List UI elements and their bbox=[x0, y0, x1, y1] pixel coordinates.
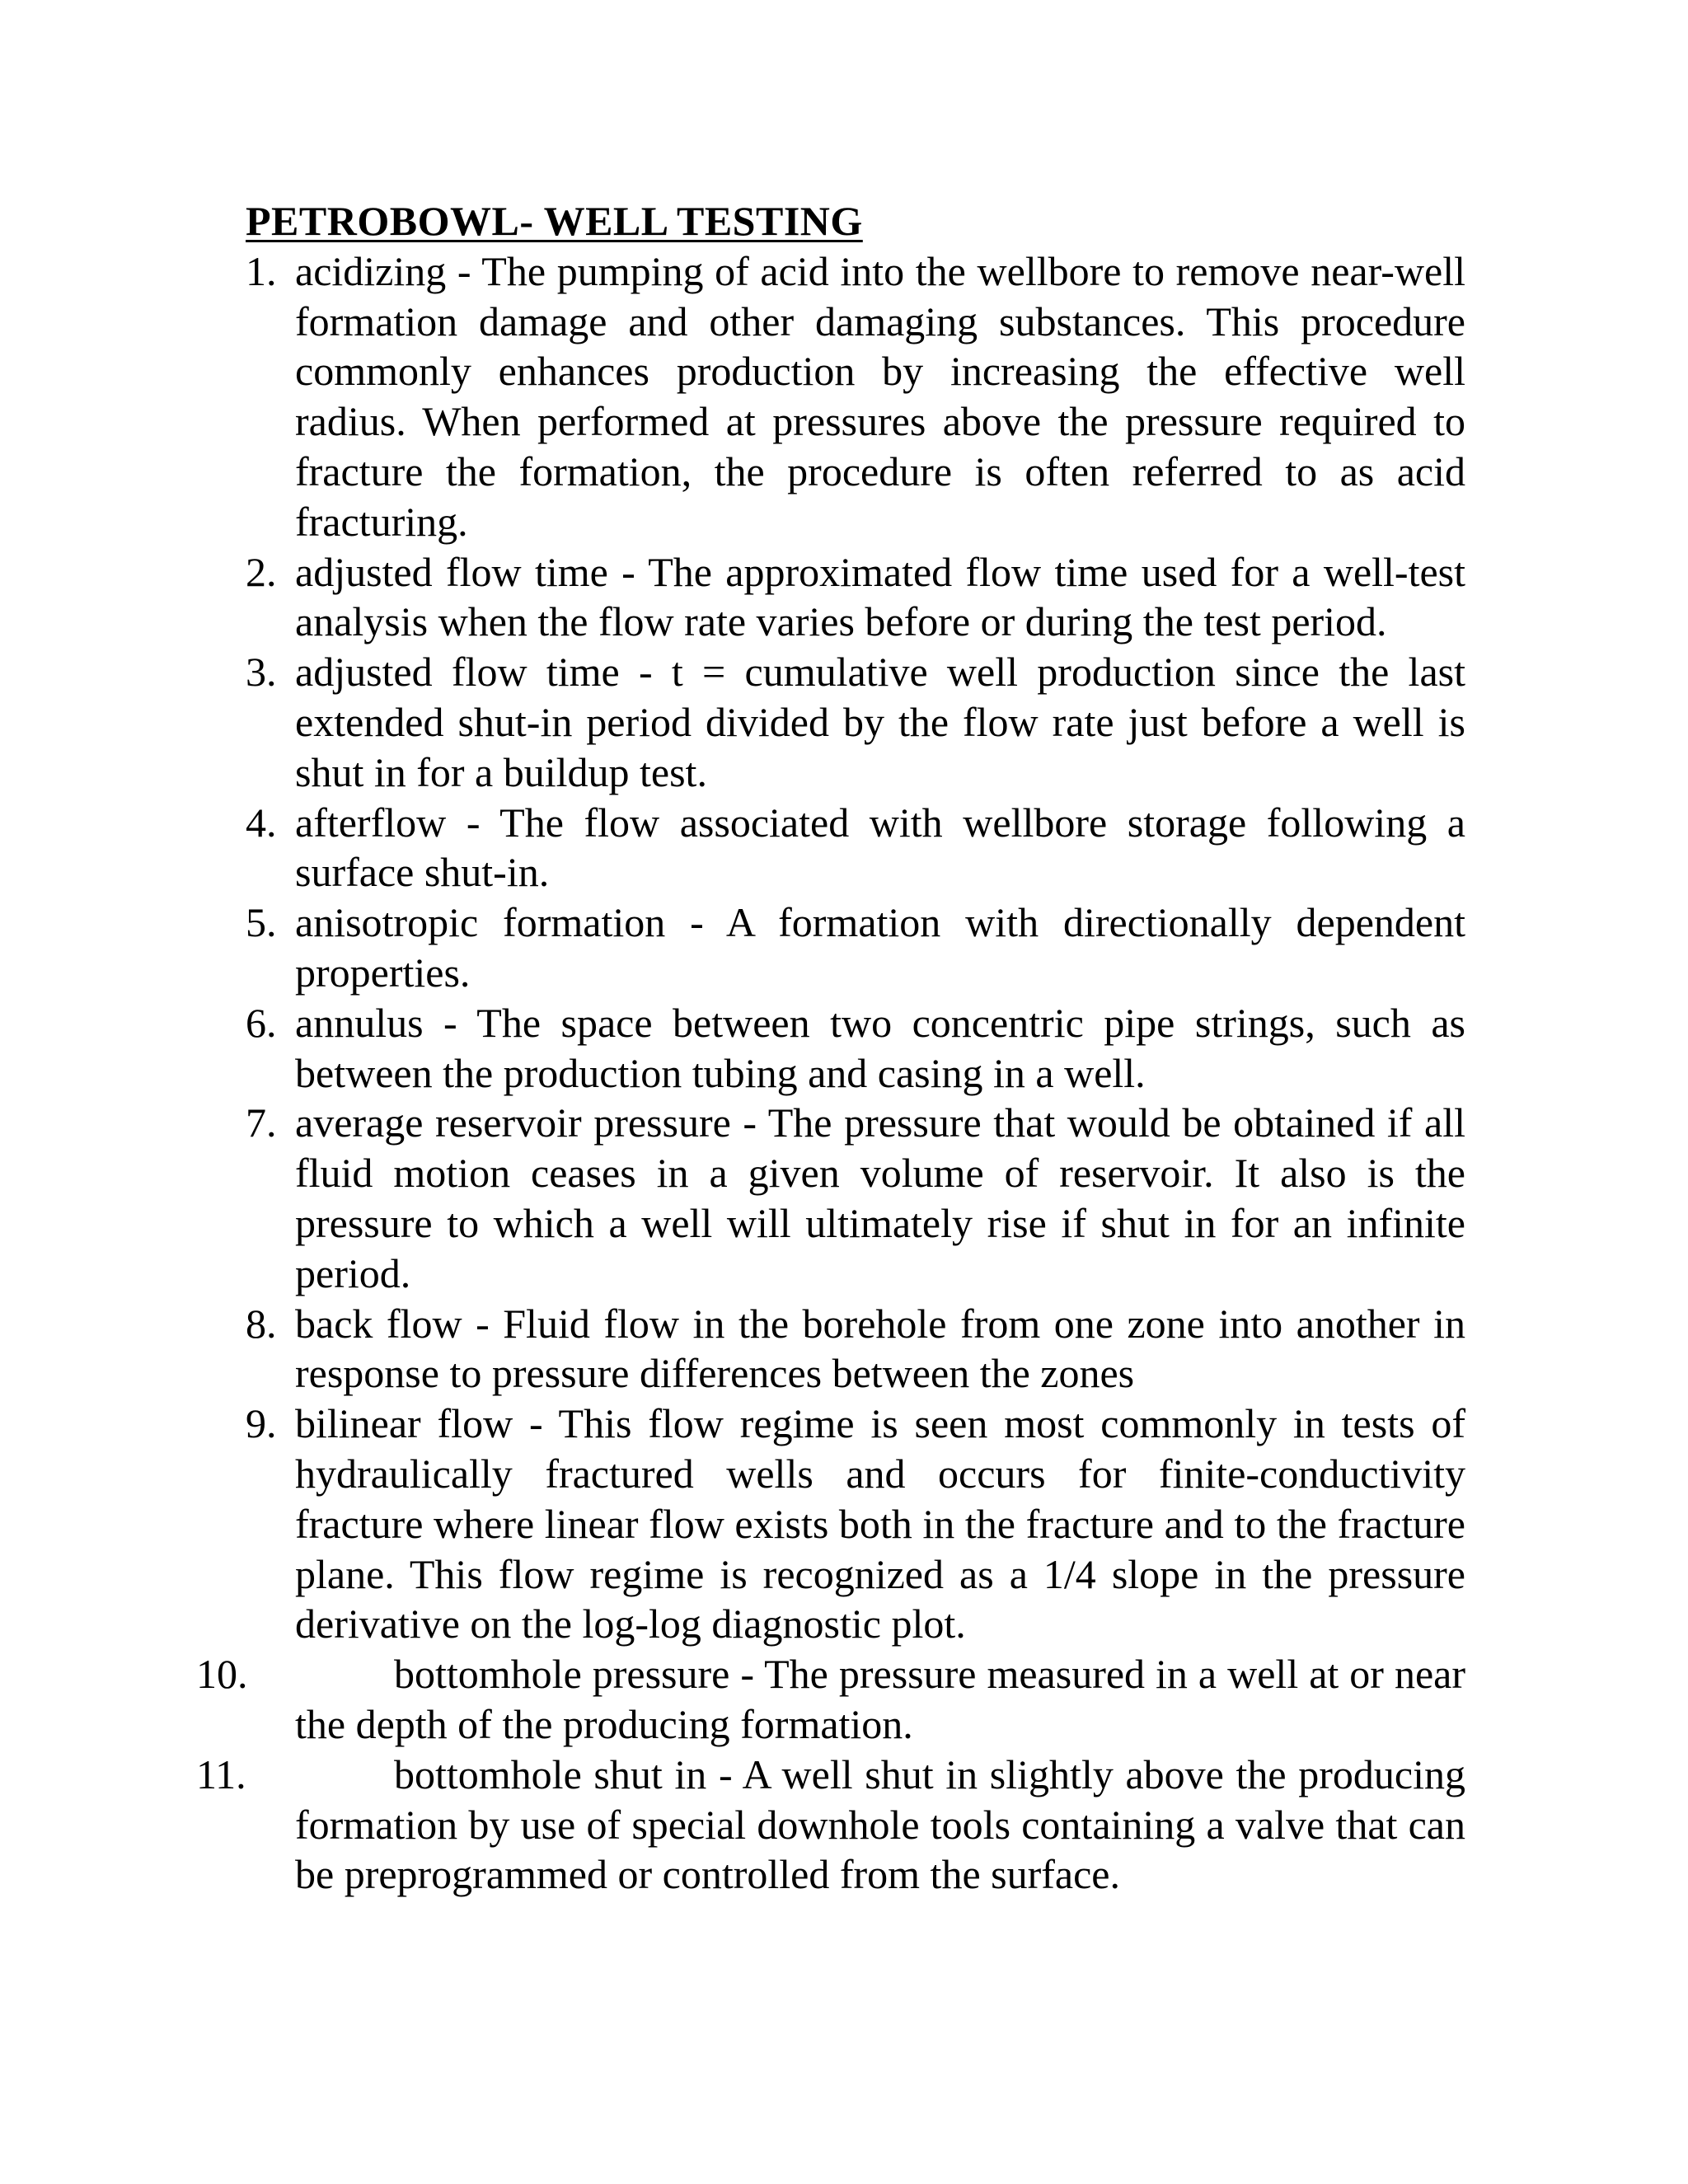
list-item bbox=[246, 1098, 1465, 1298]
list-item bbox=[196, 1649, 1465, 1750]
item-number: 7. bbox=[246, 1099, 277, 1146]
item-text: adjusted flow time - t = cumulative well production since the last extended shut-in period divided by the flow rate just before a well is shut in for a buildup test. bbox=[295, 649, 1465, 795]
item-text: back flow - Fluid flow in the borehole from one zone into another in response to pressure differences between the zones bbox=[295, 1300, 1465, 1397]
list-item bbox=[246, 1399, 1465, 1649]
item-number: 4. bbox=[246, 799, 277, 846]
item-number: 8. bbox=[246, 1300, 277, 1347]
item-text: bottomhole pressure - The pressure measured in a well at or near the depth of the producing formation. bbox=[295, 1651, 1465, 1747]
item-number: 6. bbox=[246, 999, 277, 1046]
item-number: 9. bbox=[246, 1400, 277, 1447]
item-number: 5. bbox=[246, 899, 277, 946]
list-item bbox=[196, 1750, 1465, 1900]
list-item bbox=[246, 998, 1465, 1099]
item-text: acidizing - The pumping of acid into the wellbore to remove near-well formation damage and other damaging substances. This procedure commonly enhances production by increasing the effective well radius. When performed at pressures above the pressure required to fracture the formation, the procedure is often referred to as acid fracturing. bbox=[295, 247, 1465, 545]
list-item bbox=[246, 898, 1465, 998]
item-text: anisotropic formation - A formation with directionally dependent properties. bbox=[295, 899, 1465, 996]
list-item bbox=[246, 798, 1465, 898]
item-text: annulus - The space between two concentric pipe strings, such as between the production tubing and casing in a well. bbox=[295, 999, 1465, 1096]
document-page bbox=[196, 196, 1465, 1900]
item-text: afterflow - The flow associated with wellbore storage following a surface shut-in. bbox=[295, 799, 1465, 896]
list-item bbox=[246, 1299, 1465, 1399]
item-number: 11. bbox=[196, 1750, 246, 1797]
item-text: bottomhole shut in - A well shut in slightly above the producing formation by use of special downhole tools containing a valve that can be preprogrammed or controlled from the surface. bbox=[295, 1750, 1465, 1898]
item-number: 10. bbox=[196, 1651, 248, 1698]
document-title: PETROBOWL- WELL TESTING bbox=[246, 198, 863, 244]
item-number: 2. bbox=[246, 548, 277, 595]
glossary-list bbox=[196, 246, 1465, 1900]
list-item bbox=[246, 246, 1465, 547]
item-number: 1. bbox=[246, 247, 277, 294]
list-item bbox=[246, 647, 1465, 797]
item-text: average reservoir pressure - The pressure that would be obtained if all fluid motion ceases in a given volume of reservoir. It also is the pressure to which a well will ultimately rise if shut in for an infinite period. bbox=[295, 1099, 1465, 1296]
item-text: bilinear flow - This flow regime is seen most commonly in tests of hydraulically fractured wells and occurs for finite-conductivity fracture where linear flow exists both in the fracture and to the fracture plane. This flow regime is recognized as a 1/4 slope in the pressure derivative on the log-log diagnostic plot. bbox=[295, 1400, 1465, 1647]
list-item bbox=[246, 547, 1465, 648]
item-number: 3. bbox=[246, 649, 277, 696]
item-text: adjusted flow time - The approximated flow time used for a well-test analysis when the flow rate varies before or during the test period. bbox=[295, 548, 1465, 645]
